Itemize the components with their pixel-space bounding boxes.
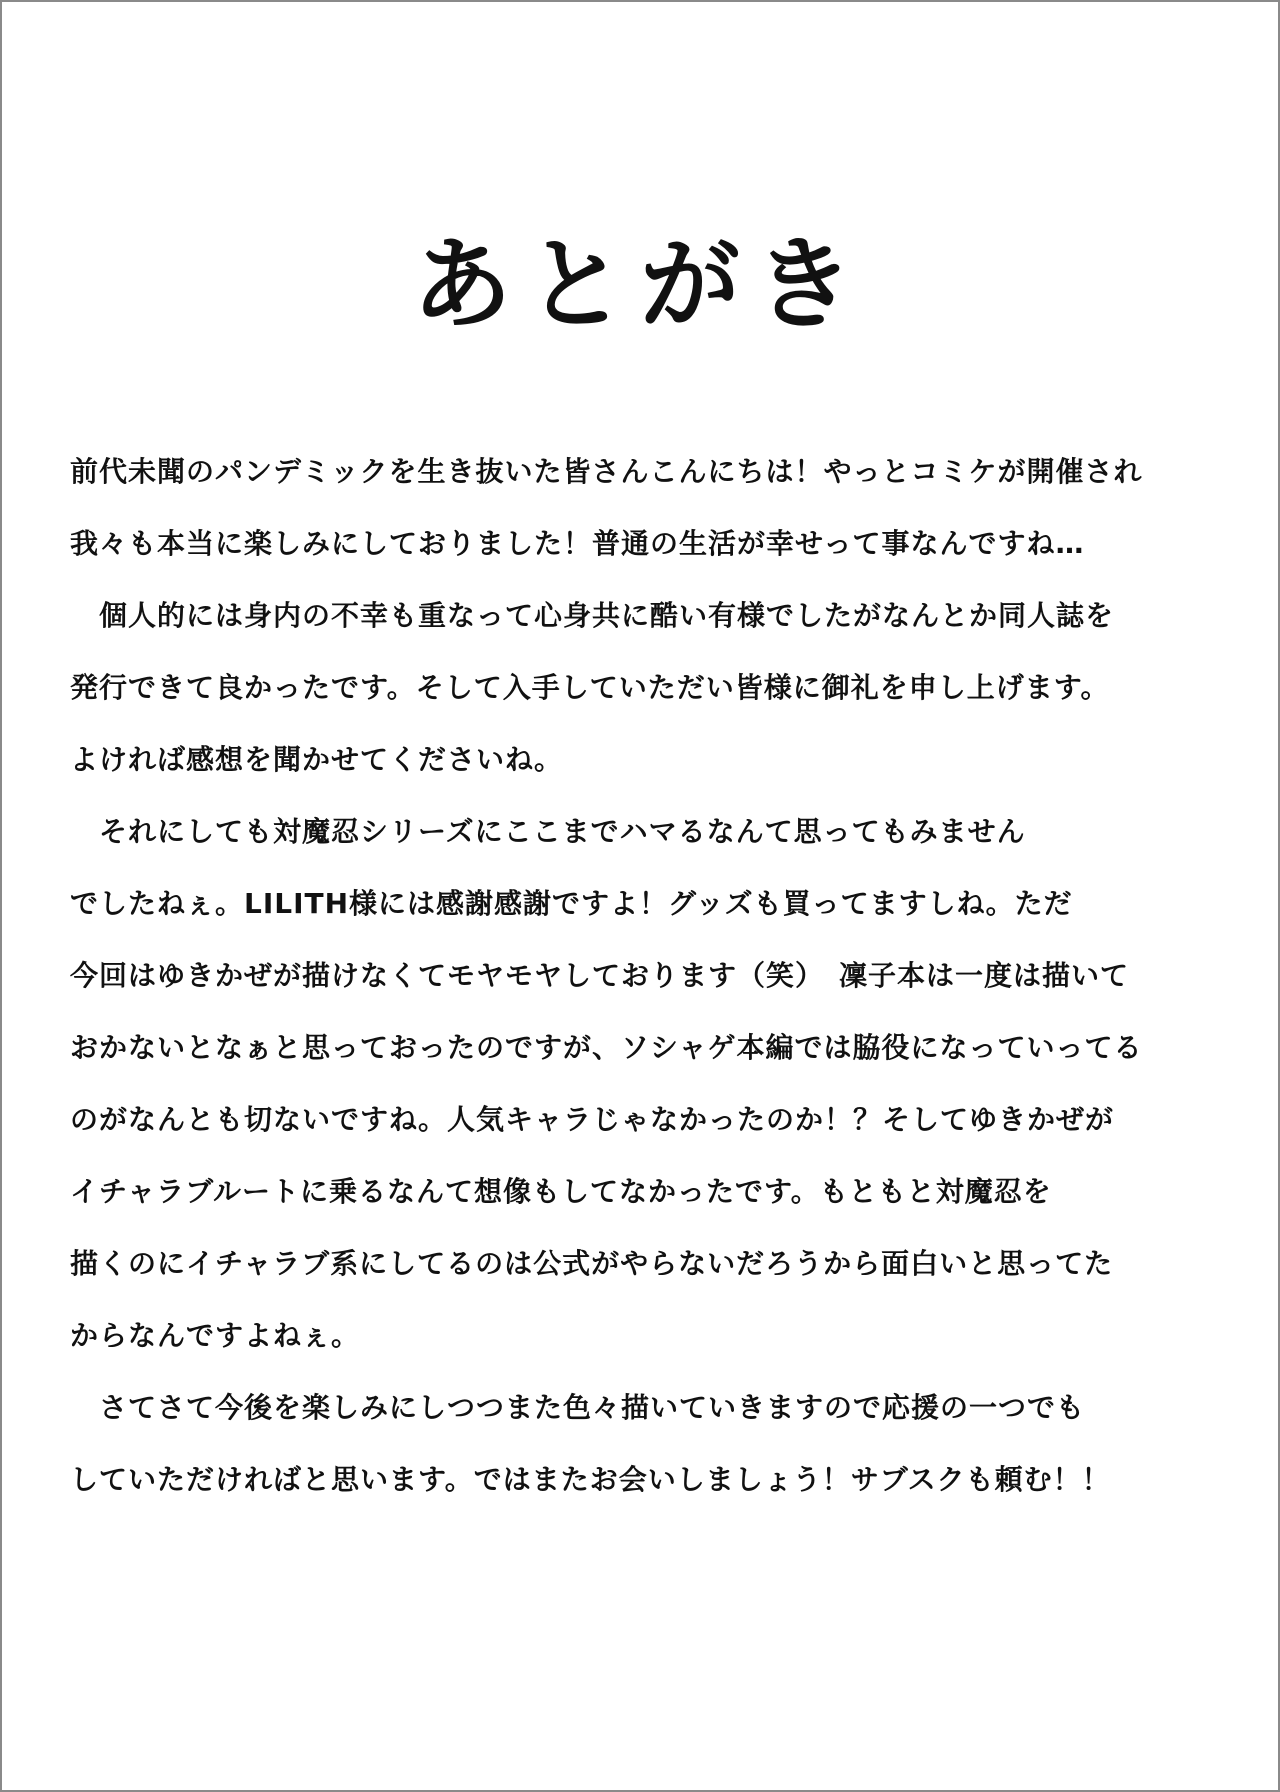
text-line: イチャラブルートに乗るなんて想像もしてなかったです。もともと対魔忍を <box>70 1175 1052 1208</box>
text-line: それにしても対魔忍シリーズにここまでハマるなんて思ってもみません <box>70 815 1026 848</box>
text-line: よければ感想を聞かせてくださいね。 <box>70 743 564 776</box>
text-line: 今回はゆきかぜが描けなくてモヤモヤしております（笑） 凜子本は一度は描いて <box>70 959 1130 992</box>
text-line: さてさて今後を楽しみにしつつまた色々描いていきますので応援の一つでも <box>70 1391 1086 1424</box>
text-line: からなんですよねぇ。 <box>70 1319 361 1352</box>
text-line: 発行できて良かったです。そして入手していただい皆様に御礼を申し上げます。 <box>70 671 1110 704</box>
page-title: あとがき <box>412 225 868 343</box>
text-line: 我々も本当に楽しみにしておりました！普通の生活が幸せって事なんですね… <box>70 527 1085 560</box>
text-line: のがなんとも切ないですね。人気キャラじゃなかったのか！？そしてゆきかぜが <box>70 1103 1115 1136</box>
text-line: 描くのにイチャラブ系にしてるのは公式がやらないだろうから面白いと思ってた <box>70 1247 1114 1280</box>
text-line: していただければと思います。ではまたお会いしましょう！サブスクも頼む！！ <box>70 1463 1111 1496</box>
text-line: おかないとなぁと思っておったのですが、ソシャゲ本編では脇役になっていってる <box>70 1031 1143 1064</box>
afterword-body <box>70 436 1230 1516</box>
text-line: 個人的には身内の不幸も重なって心身共に酷い有様でしたがなんとか同人誌を <box>70 599 1115 632</box>
text-line: でしたねぇ。LILITH様には感謝感謝ですよ！グッズも買ってますしね。ただ <box>70 887 1073 920</box>
text-line: 前代未聞のパンデミックを生き抜いた皆さんこんにちは！やっとコミケが開催され <box>70 455 1143 488</box>
